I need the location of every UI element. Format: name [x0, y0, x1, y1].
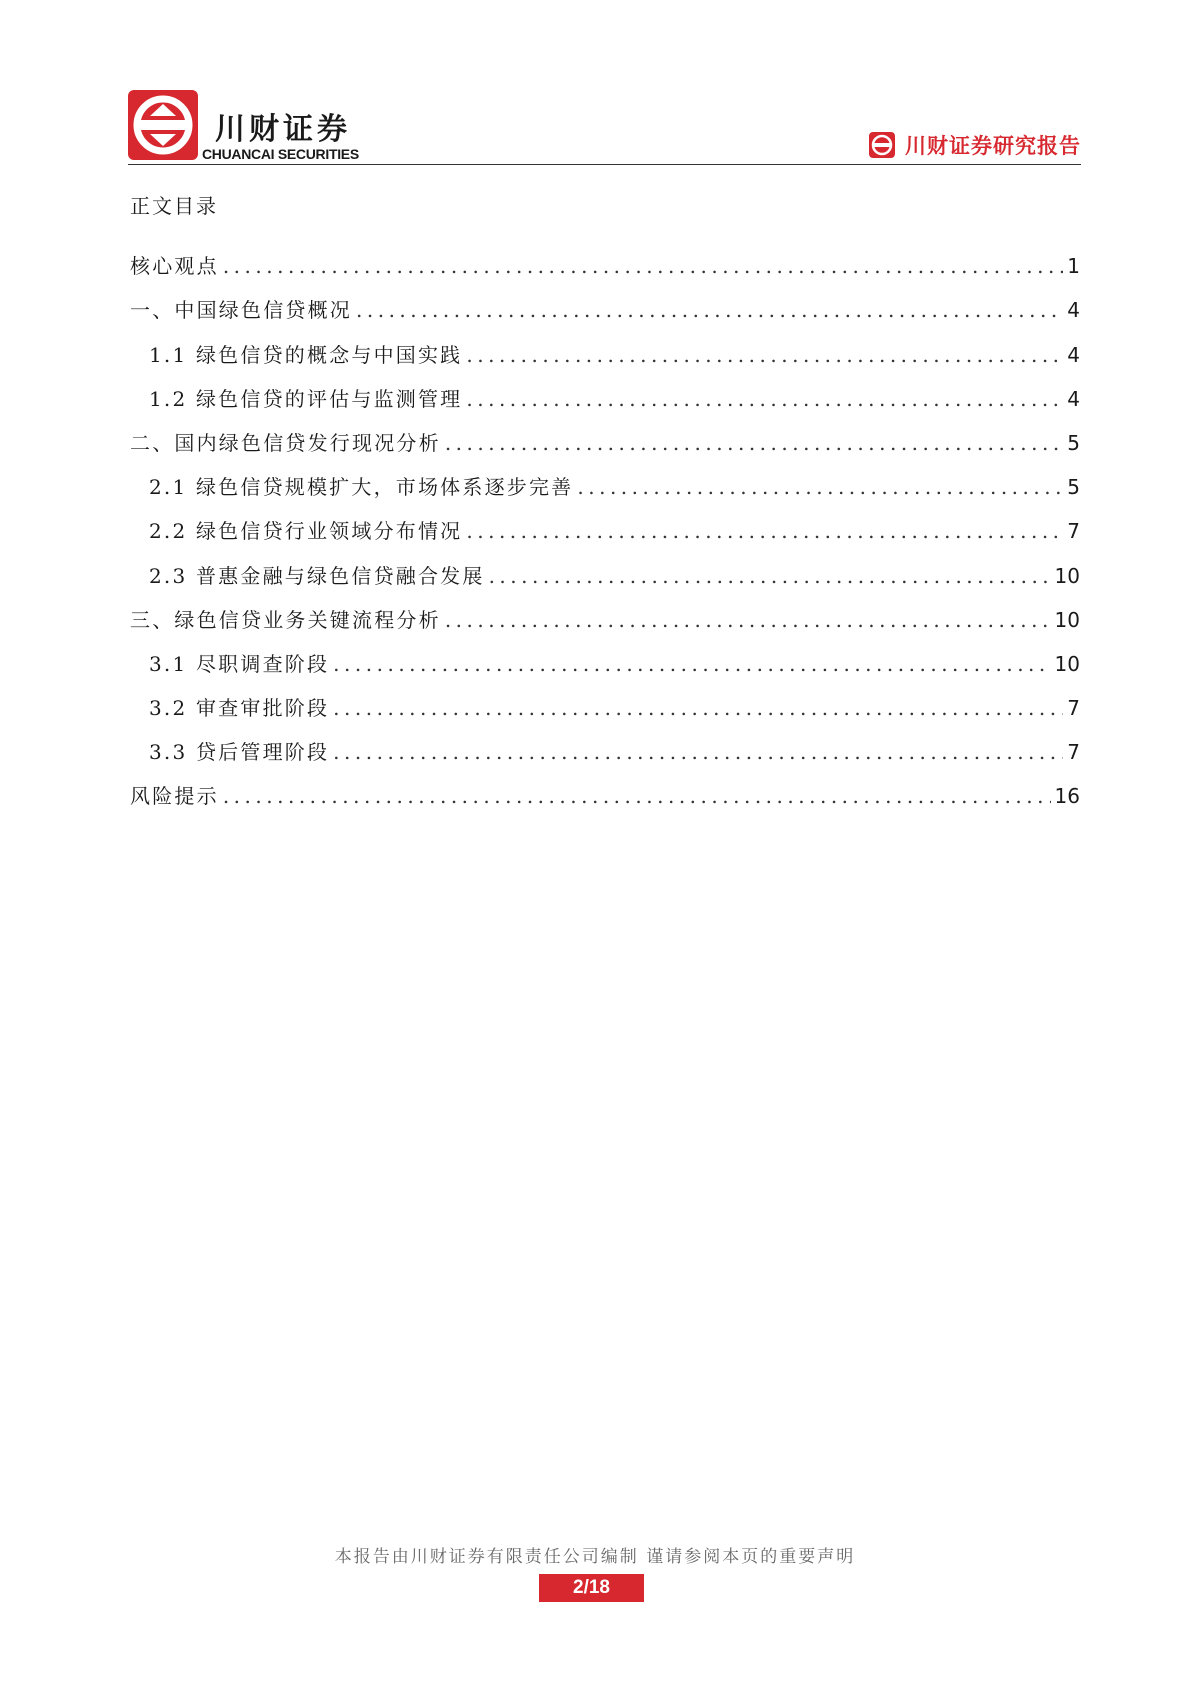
toc-dot-leader: [466, 517, 1063, 545]
toc-dot-leader: [445, 429, 1063, 457]
toc-entry[interactable]: [130, 634, 1080, 678]
toc-dot-leader: [489, 562, 1051, 590]
toc-entry[interactable]: [130, 766, 1080, 810]
page-number-badge: 2/18: [539, 1574, 644, 1602]
company-name-en: CHUANCAI SECURITIES: [202, 146, 359, 162]
toc-entry-page: 10: [1054, 651, 1080, 676]
toc-entry[interactable]: [130, 590, 1080, 634]
toc-dot-leader: [333, 694, 1063, 722]
toc-dot-leader: [333, 738, 1063, 766]
toc-entry[interactable]: [130, 413, 1080, 457]
toc-entry-label: 三、绿色信贷业务关键流程分析: [130, 607, 441, 632]
toc-entry-label: 一、中国绿色信贷概况: [130, 298, 352, 323]
toc-entry-label: 二、国内绿色信贷发行现况分析: [130, 430, 441, 455]
toc-entry-label: 2.2 绿色信贷行业领域分布情况: [149, 519, 463, 544]
toc-entry[interactable]: [130, 722, 1080, 766]
toc-entry-label: 1.2 绿色信贷的评估与监测管理: [149, 386, 463, 411]
toc-dot-leader: [223, 782, 1051, 810]
toc-entry-page: 5: [1067, 475, 1080, 500]
company-logo-icon: [128, 90, 198, 160]
footer-disclaimer: 本报告由川财证券有限责任公司编制 谨请参阅本页的重要声明: [334, 1547, 856, 1567]
toc-entry-page: 1: [1067, 254, 1080, 279]
company-mini-logo-icon: [869, 132, 895, 158]
toc-entry-page: 4: [1067, 386, 1080, 411]
toc-entry[interactable]: [130, 545, 1080, 589]
toc-entry-page: 5: [1067, 430, 1080, 455]
toc-dot-leader: [223, 252, 1063, 280]
toc-entry[interactable]: [130, 236, 1080, 280]
toc-entry-page: 10: [1054, 607, 1080, 632]
company-name-cn: 川财证券: [215, 112, 351, 147]
toc-entry-page: 4: [1067, 298, 1080, 323]
toc-entry[interactable]: [130, 369, 1080, 413]
toc-entry[interactable]: [130, 501, 1080, 545]
toc-entry-label: 风险提示: [130, 784, 219, 809]
toc-entry[interactable]: [130, 678, 1080, 722]
toc-entry-label: 1.1 绿色信贷的概念与中国实践: [149, 342, 463, 367]
toc-entry-label: 3.3 贷后管理阶段: [149, 740, 330, 765]
toc-entry-page: 4: [1067, 342, 1080, 367]
toc-entry-label: 核心观点: [130, 254, 219, 279]
toc-entry-label: 3.1 尽职调查阶段: [149, 651, 330, 676]
toc-title: 正文目录: [130, 194, 218, 218]
report-brand-label: 川财证券研究报告: [905, 133, 1081, 158]
toc-entry-label: 2.3 普惠金融与绿色信贷融合发展: [149, 563, 485, 588]
toc-dot-leader: [333, 650, 1050, 678]
toc-entry-label: 3.2 审查审批阶段: [149, 696, 330, 721]
toc-entry-page: 7: [1067, 740, 1080, 765]
page-header: [128, 86, 1081, 165]
toc-entry-label: 2.1 绿色信贷规模扩大，市场体系逐步完善: [149, 475, 574, 500]
toc-entry[interactable]: [130, 324, 1080, 368]
toc-dot-leader: [577, 473, 1063, 501]
report-brand: [869, 130, 1081, 160]
toc-entry-page: 16: [1054, 784, 1080, 809]
toc-entry-page: 7: [1067, 696, 1080, 721]
toc-entry-page: 10: [1054, 563, 1080, 588]
table-of-contents: [130, 236, 1080, 810]
toc-dot-leader: [445, 606, 1051, 634]
toc-entry[interactable]: [130, 280, 1080, 324]
toc-entry-page: 7: [1067, 519, 1080, 544]
toc-dot-leader: [466, 385, 1063, 413]
toc-entry[interactable]: [130, 457, 1080, 501]
toc-dot-leader: [466, 341, 1063, 369]
toc-dot-leader: [356, 296, 1063, 324]
